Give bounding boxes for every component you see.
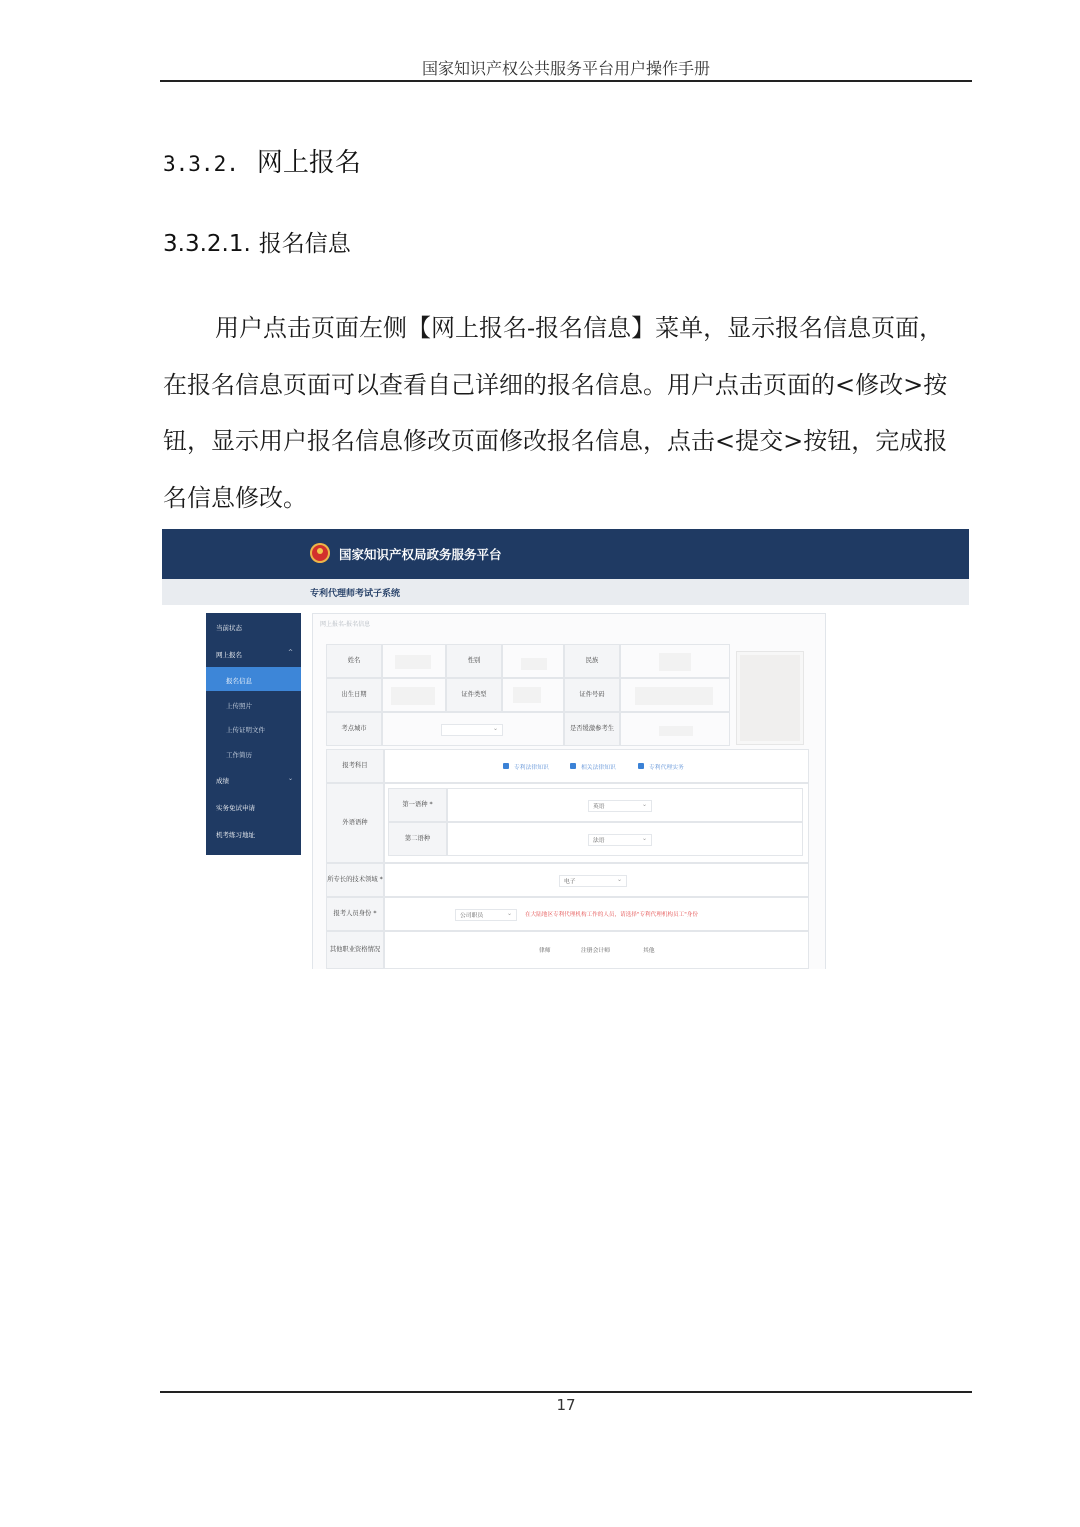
checkbox-subject-2[interactable] xyxy=(570,763,576,769)
subject-1-label: 专利法律知识 xyxy=(514,765,549,771)
option-lawyer[interactable]: 律师 xyxy=(539,948,551,954)
sidebar-item-upload-photo[interactable]: 上传照片 xyxy=(226,702,252,710)
applicant-photo xyxy=(737,652,803,744)
label-retake-candidate: 是否缓激参考生 xyxy=(564,712,620,746)
label-exam-city: 考点城市 xyxy=(326,712,382,746)
running-header: 国家知识产权公共服务平台用户操作手册 xyxy=(421,59,710,78)
sidebar-item-upload-certificate[interactable]: 上传证明文件 xyxy=(226,726,265,734)
sidebar-item-work-history[interactable]: 工作简历 xyxy=(226,751,252,759)
label-subjects: 报考科目 xyxy=(326,749,384,783)
second-language-select[interactable]: 法语 ⌄ xyxy=(588,834,652,846)
sidebar-group-registration[interactable]: 网上报名 xyxy=(216,651,242,659)
other-qualifications-row xyxy=(384,931,809,969)
label-applicant-identity: 报考人员身份 * xyxy=(326,897,384,931)
chevron-down-icon: ⌄ xyxy=(287,775,293,782)
label-other-qualifications: 其他职业资格情况 xyxy=(326,931,384,969)
body-line-3: 钮，显示用户报名信息修改页面修改报名信息，点击<提交>按钮，完成报 xyxy=(163,427,948,455)
subjects-row xyxy=(384,749,809,783)
subsection-heading xyxy=(163,225,351,258)
label-id-type: 证件类型 xyxy=(446,678,502,712)
label-id-number: 证件号码 xyxy=(564,678,620,712)
breadcrumb: 网上报名-报名信息 xyxy=(320,621,371,628)
first-language-select[interactable]: 英语 ⌄ xyxy=(588,800,652,812)
sidebar-item-exam-address[interactable]: 机考练习地址 xyxy=(216,831,255,839)
value-id-number xyxy=(620,678,730,712)
applicant-identity-select[interactable]: 公司职员 ⌄ xyxy=(455,909,517,921)
subsection-title: 报名信息 xyxy=(258,231,351,257)
label-foreign-language: 外语语种 xyxy=(326,783,384,863)
sidebar-active-highlight xyxy=(206,667,301,691)
value-birth-date xyxy=(382,678,446,712)
value-gender xyxy=(502,644,564,678)
checkbox-subject-3[interactable] xyxy=(638,763,644,769)
body-line-4: 名信息修改。 xyxy=(163,483,307,512)
exam-city-select[interactable] xyxy=(441,724,503,736)
platform-topbar xyxy=(162,529,969,579)
label-second-language: 第二语种 xyxy=(388,822,447,856)
body-line-1: 用户点击页面左侧【网上报名-报名信息】菜单，显示报名信息页面， xyxy=(215,314,944,342)
label-ethnicity: 民族 xyxy=(564,644,620,678)
value-retake-candidate xyxy=(620,712,730,746)
first-language-row xyxy=(447,788,803,822)
option-other[interactable]: 其他 xyxy=(643,948,655,954)
body-paragraph xyxy=(163,300,971,526)
national-emblem-icon xyxy=(310,543,330,563)
platform-title: 国家知识产权局政务服务平台 xyxy=(339,547,502,562)
identity-note: 在大陆地区专利代理机构工作的人员，请选择"专利代理机构员工"身份 xyxy=(525,912,698,918)
option-accountant[interactable]: 注册会计师 xyxy=(581,948,610,954)
value-name xyxy=(382,644,446,678)
body-line-2: 在报名信息页面可以查看自己详细的报名信息。用户点击页面的<修改>按 xyxy=(163,370,948,399)
sidebar-item-status[interactable]: 当前状态 xyxy=(216,624,242,632)
section-heading xyxy=(163,142,361,179)
value-ethnicity xyxy=(620,644,730,678)
technical-field-select[interactable]: 电子 ⌄ xyxy=(559,875,627,887)
section-number: 3.3.2. xyxy=(163,152,239,176)
section-title: 网上报名 xyxy=(256,148,361,178)
label-birth-date: 出生日期 xyxy=(326,678,382,712)
subsystem-bar xyxy=(162,579,969,605)
label-first-language: 第一语种 * xyxy=(388,788,447,822)
subsection-number: 3.3.2.1. xyxy=(163,231,251,257)
sidebar-item-registration-info[interactable]: 报名信息 xyxy=(226,677,252,685)
header-rule xyxy=(160,80,972,82)
applicant-identity-row xyxy=(384,897,809,931)
technical-field-row xyxy=(384,863,809,897)
sidebar-item-score[interactable]: 成绩 xyxy=(216,777,229,785)
checkbox-subject-1[interactable] xyxy=(503,763,509,769)
subject-2-label: 相关法律知识 xyxy=(581,765,616,771)
registration-screenshot xyxy=(162,529,969,969)
chevron-up-icon: ^ xyxy=(287,649,293,656)
sidebar-item-practice-exemption[interactable]: 实务免试申请 xyxy=(216,804,255,812)
value-exam-city xyxy=(382,712,564,746)
sidebar-menu xyxy=(206,613,301,855)
footer-rule xyxy=(160,1391,972,1393)
label-name: 姓名 xyxy=(326,644,382,678)
subsystem-title: 专利代理师考试子系统 xyxy=(310,589,401,599)
label-technical-field: 所专长的技术领域 * xyxy=(326,863,384,897)
second-language-row xyxy=(447,822,803,856)
subject-3-label: 专利代理实务 xyxy=(649,765,684,771)
page-number: 17 xyxy=(556,1396,576,1414)
value-id-type xyxy=(502,678,564,712)
label-gender: 性别 xyxy=(446,644,502,678)
